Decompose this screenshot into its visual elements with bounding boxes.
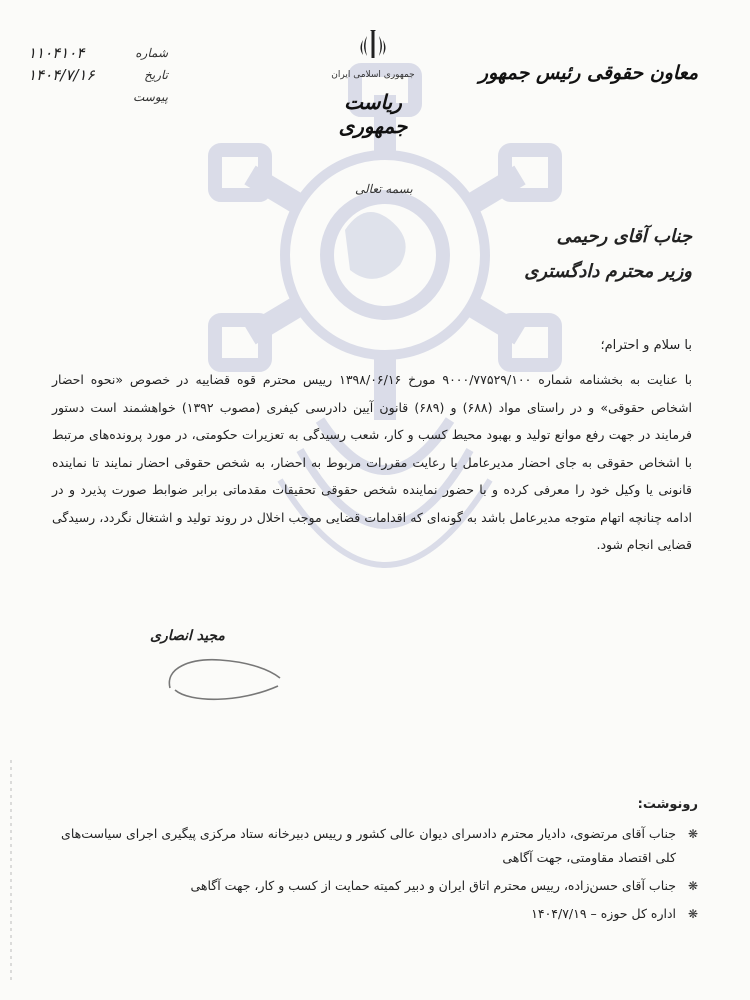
margin-strip	[4, 760, 16, 980]
letter-body: با عنایت به بخشنامه شماره ۹۰۰۰/۷۷۵۲۹/۱۰۰ مورخ ۱۳۹۸/۰۶/۱۶ رییس محترم قوه قضاییه در خصوص «نحوه احضار اشخاص حقوقی» و در راستای مواد (۶۸۸) و (۶۸۹) قانون آیین دادرسی کیفری (مصوب ۱۳۹۲) خواهشمند است دستور فرمایند در جهت رفع موانع تولید و بهبود محیط کسب و کار، شعب رسیدگی به تعزیرات حکومتی، در مورد پرونده‌های مرتبط با اشخاص حقوقی به جای احضار مدیرعامل با رعایت مقررات مربوط به احضار، به شخص حقوقی احضار نمایند تا نماینده قانونی یا وکیل خود را معرفی کرده و با حضور نماینده شخص حقوقی تحقیقات مقدماتی برابر ضوابط صورت پذیرد و در ادامه چنانچه اتهام متوجه مدیرعامل باشد به گونه‌ای که اقدامات قضایی موجب اخلال در روند تولید و اشتغال نگردد، رسیدگی قضایی انجام شود.	[52, 372, 692, 552]
iran-emblem-icon	[355, 28, 391, 64]
signature-scribble	[160, 648, 290, 708]
attachment-label: پیوست	[133, 90, 168, 104]
date-label: تاریخ	[144, 68, 168, 82]
recipient-title: وزیر محترم دادگستری	[524, 261, 692, 282]
number-label: شماره	[135, 46, 168, 60]
office-title: معاون حقوقی رئیس جمهور	[478, 62, 698, 84]
greeting: با سلام و احترام؛	[600, 338, 692, 353]
bullet-icon: ❋	[687, 879, 698, 893]
salutation: بسمه تعالی	[355, 182, 413, 196]
cc-item-text: جناب آقای حسن‌زاده، رییس محترم اتاق ایران و دبیر کمیته حمایت از کسب و کار، جهت آگاهی	[190, 878, 676, 893]
org-title: ریاست جمهوری	[338, 90, 408, 138]
list-item	[48, 822, 698, 870]
number-value: ۱۱۰۴۱۰۴	[28, 44, 85, 62]
letter-metadata	[28, 42, 168, 108]
emblem-block	[318, 28, 428, 138]
bullet-icon: ❋	[687, 907, 698, 921]
emblem-caption: جمهوری اسلامی ایران	[331, 70, 415, 80]
list-item	[48, 874, 698, 898]
margin-ornament	[6, 760, 16, 980]
bullet-icon: ❋	[687, 827, 698, 841]
recipient-name: جناب آقای رحیمی	[556, 226, 692, 247]
cc-item-text: جناب آقای مرتضوی، دادیار محترم دادسرای دیوان عالی کشور و رییس دبیرخانه ستاد مرکزی پیگیری اجرای سیاست‌های کلی اقتصاد مقاومتی، جهت آگاهی	[61, 826, 676, 865]
cc-list	[48, 822, 698, 930]
cc-label: رونوشت:	[637, 797, 698, 812]
list-item	[48, 902, 698, 926]
cc-item-text: اداره کل حوزه – ۱۴۰۴/۷/۱۹	[531, 906, 676, 921]
date-value: ۱۴۰۴/۷/۱۶	[28, 66, 95, 84]
recipient-block	[524, 226, 692, 282]
signatory-name: مجید انصاری	[150, 628, 225, 644]
